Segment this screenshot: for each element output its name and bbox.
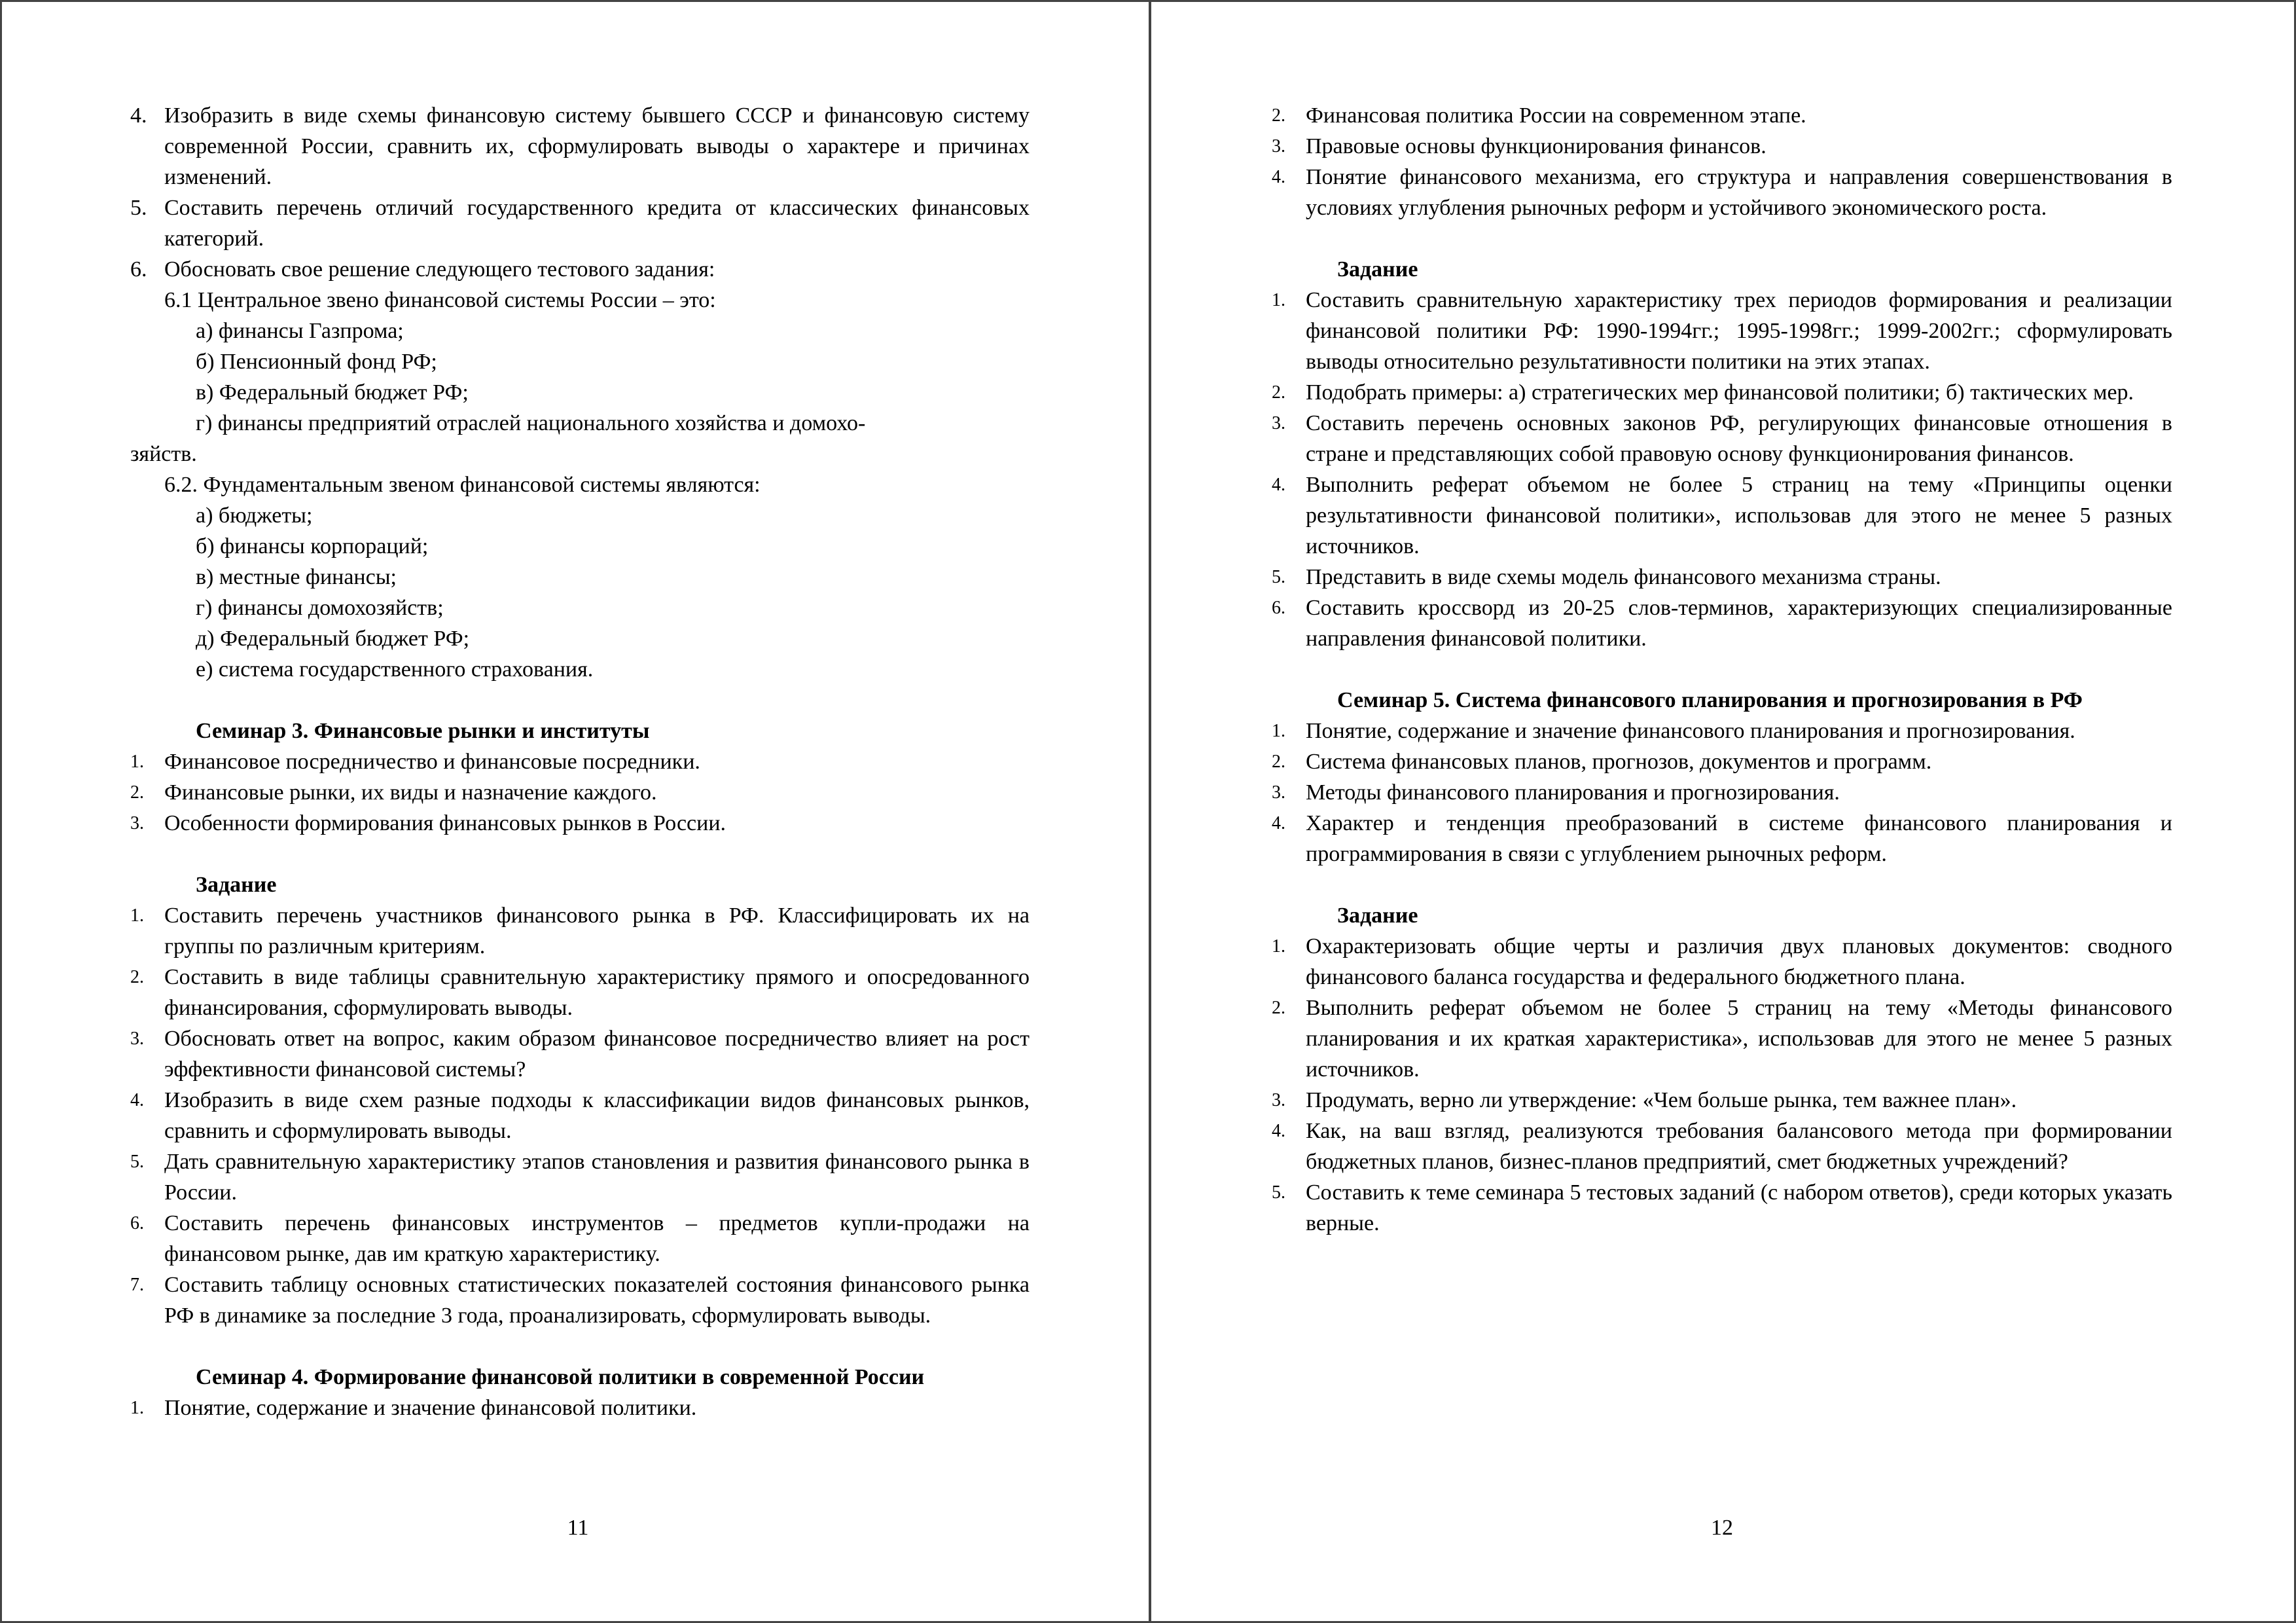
list-item: 2. Финансовая политика России на современном этапе. bbox=[1272, 103, 1806, 128]
page-number: 12 bbox=[1711, 1516, 1733, 1540]
list-item: 4. Как, на ваш взгляд, реализуются требования балансового метода при формировании бюджетных планов, бизнес-планов предприятий, смет бюджетных учреждений? bbox=[1272, 1119, 2172, 1174]
list-item: 4. Изобразить в виде схемы финансовую систему бывшего СССР и финансовую систему современной России, сравнить их, сформулировать выводы о характере и причинах изменений. bbox=[130, 103, 1030, 189]
list-item: 1. Финансовое посредничество и финансовые посредники. bbox=[130, 750, 700, 774]
list-item: 3. Продумать, верно ли утверждение: «Чем больше рынка, тем важнее план». bbox=[1272, 1088, 2017, 1112]
list-item: 1. Составить сравнительную характеристику трех периодов формирования и реализации финансовой политики РФ: 1990-1994гг.; 1995-1998гг.; 1999-2002гг.; сформулировать выводы относительно результативности политики на этих этапах. bbox=[1272, 288, 2172, 374]
list-item: 5. Представить в виде схемы модель финансового механизма страны. bbox=[1272, 565, 1941, 589]
answer-option: б) Пенсионный фонд РФ; bbox=[196, 350, 437, 374]
list-item: 2. Финансовые рынки, их виды и назначение каждого. bbox=[130, 780, 657, 805]
list-item: 1. Понятие, содержание и значение финансового планирования и прогнозирования. bbox=[1272, 719, 2075, 743]
list-item: 2. Подобрать примеры: а) стратегических мер финансовой политики; б) тактических мер. bbox=[1272, 380, 2134, 405]
list-item: 3. Составить перечень основных законов РФ, регулирующих финансовые отношения в стране и представляющих собой правовую основу функционирования финансов. bbox=[1272, 411, 2172, 466]
task-heading: Задание bbox=[1337, 257, 1418, 282]
answer-option: в) Федеральный бюджет РФ; bbox=[196, 380, 469, 405]
task-heading: Задание bbox=[196, 873, 277, 897]
list-item: 2. Составить в виде таблицы сравнительную характеристику прямого и опосредованного финансирования, сформулировать выводы. bbox=[130, 965, 1030, 1020]
list-item: 3. Обосновать ответ на вопрос, каким образом финансовое посредничество влияет на рост эффективности финансовой системы? bbox=[130, 1027, 1030, 1082]
list-item: 4. Характер и тенденция преобразований в системе финансового планирования и программирования в связи с углублением рыночных реформ. bbox=[1272, 811, 2172, 866]
list-item: 5. Дать сравнительную характеристику этапов становления и развития финансового рынка в России. bbox=[130, 1150, 1030, 1205]
list-item: 3. Особенности формирования финансовых рынков в России. bbox=[130, 811, 726, 835]
page-right bbox=[1272, 100, 2172, 1239]
answer-option: г) финансы предприятий отраслей национального хозяйства и домохо- bbox=[196, 411, 866, 435]
list-item: 6. Составить кроссворд из 20-25 слов-терминов, характеризующих специализированные направления финансовой политики. bbox=[1272, 596, 2172, 651]
test-question-6-2: 6.2. Фундаментальным звеном финансовой системы являются: bbox=[164, 473, 761, 497]
page-left bbox=[130, 100, 1030, 1423]
answer-option: д) Федеральный бюджет РФ; bbox=[196, 627, 470, 651]
list-item: 5. Составить к теме семинара 5 тестовых заданий (с набором ответов), среди которых указать верные. bbox=[1272, 1180, 2172, 1235]
page-number: 11 bbox=[567, 1516, 589, 1540]
page-divider bbox=[1149, 2, 1151, 1621]
test-question-6-1: 6.1 Центральное звено финансовой системы России – это: bbox=[164, 288, 716, 312]
list-item: 3. Методы финансового планирования и прогнозирования. bbox=[1272, 780, 1840, 805]
seminar-4-heading: Семинар 4. Формирование финансовой политики в современной России bbox=[196, 1365, 925, 1389]
list-item: 1. Составить перечень участников финансового рынка в РФ. Классифицировать их на группы по различным критериям. bbox=[130, 903, 1030, 958]
list-item: 2. Система финансовых планов, прогнозов, документов и программ. bbox=[1272, 750, 1932, 774]
answer-option: в) местные финансы; bbox=[196, 565, 397, 589]
list-item: 4. Изобразить в виде схем разные подходы к классификации видов финансовых рынков, сравнить и сформулировать выводы. bbox=[130, 1088, 1030, 1143]
list-item: 6. Обосновать свое решение следующего тестового задания: bbox=[130, 257, 715, 282]
seminar-5-heading: Семинар 5. Система финансового планирования и прогнозирования в РФ bbox=[1337, 688, 2083, 712]
answer-option: а) бюджеты; bbox=[196, 503, 313, 528]
answer-option: б) финансы корпораций; bbox=[196, 534, 429, 558]
list-item: 7. Составить таблицу основных статистических показателей состояния финансового рынка РФ в динамике за последние 3 года, проанализировать, сформулировать выводы. bbox=[130, 1273, 1030, 1328]
answer-option: г) финансы домохозяйств; bbox=[196, 596, 444, 620]
list-item: 2. Выполнить реферат объемом не более 5 страниц на тему «Методы финансового планирования и их краткая характеристика», использовав для этого не менее 5 разных источников. bbox=[1272, 996, 2172, 1082]
seminar-3-heading: Семинар 3. Финансовые рынки и институты bbox=[196, 719, 650, 743]
list-item: 3. Правовые основы функционирования финансов. bbox=[1272, 134, 1767, 158]
list-item: 4. Выполнить реферат объемом не более 5 страниц на тему «Принципы оценки результативности финансовой политики», использовав для этого не менее 5 разных источников. bbox=[1272, 473, 2172, 558]
list-item: 1. Охарактеризовать общие черты и различия двух плановых документов: сводного финансового баланса государства и федерального бюджетного плана. bbox=[1272, 934, 2172, 989]
answer-option-continued: зяйств. bbox=[130, 442, 197, 466]
list-item: 5. Составить перечень отличий государственного кредита от классических финансовых категорий. bbox=[130, 196, 1030, 251]
list-item: 6. Составить перечень финансовых инструментов – предметов купли-продажи на финансовом рынке, дав им краткую характеристику. bbox=[130, 1211, 1030, 1266]
answer-option: е) система государственного страхования. bbox=[196, 657, 594, 682]
list-item: 4. Понятие финансового механизма, его структура и направления совершенствования в условиях углубления рыночных реформ и устойчивого экономического роста. bbox=[1272, 165, 2172, 220]
list-item: 1. Понятие, содержание и значение финансовой политики. bbox=[130, 1396, 697, 1420]
task-heading: Задание bbox=[1337, 903, 1418, 928]
answer-option: а) финансы Газпрома; bbox=[196, 319, 404, 343]
